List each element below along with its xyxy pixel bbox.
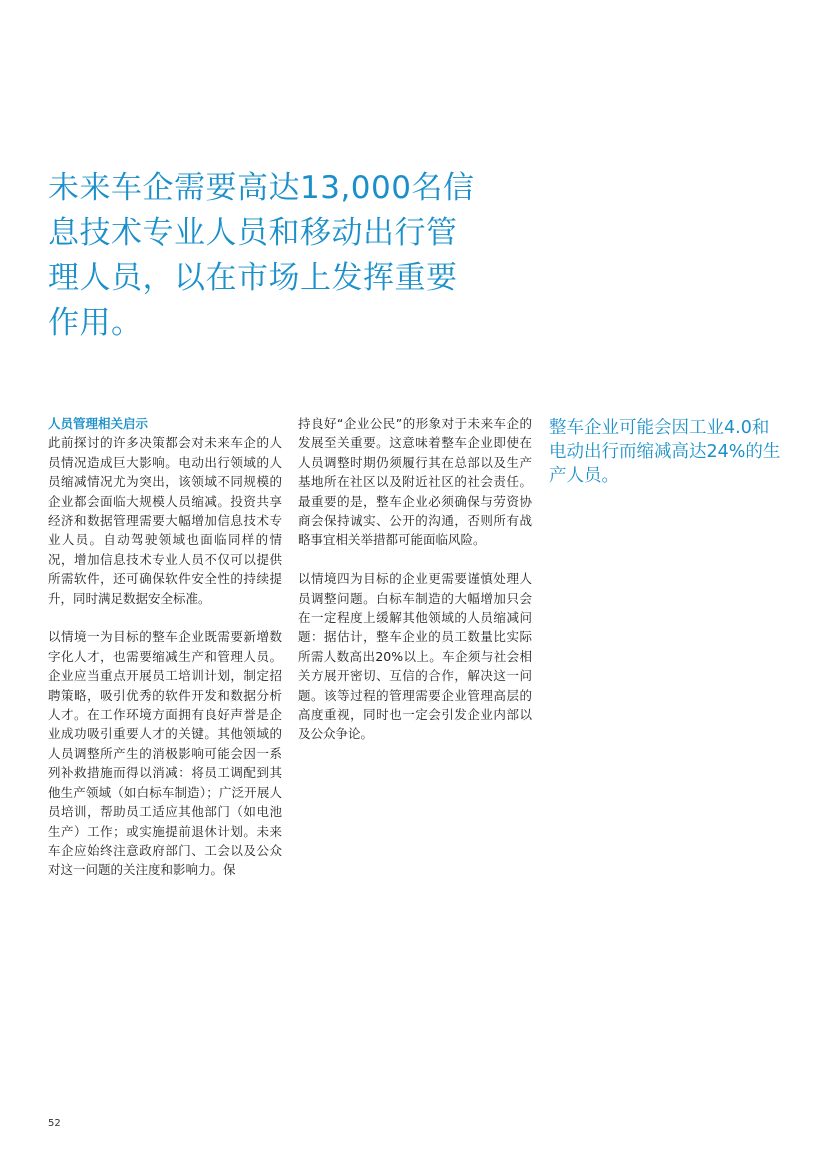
page-number: 52 [48, 1118, 61, 1129]
body-column-1 [48, 414, 282, 899]
body-paragraph: 持良好“企业公民”的形象对于未来车企的发展至关重要。这意味着整车企业即使在人员调整时期仍须履行其在总部以及生产基地所在社区以及附近社区的社会责任。最重要的是，整车企业必须确保与劳资协商会保持诚实、公开的沟通，否则所有战略事宜相关举措都可能面临风险。 [298, 416, 532, 548]
body-paragraph: 以情境四为目标的企业更需要谨慎处理人员调整问题。白标车制造的大幅增加只会在一定程度上缓解其他领域的人员缩减问题：据估计，整车企业的员工数量比实际所需人数高出20%以上。车企须与社会相关方展开密切、互信的合作，解决这一问题。该等过程的管理需要企业管理高层的高度重视，同时也一定会引发企业内部以及公众争论。 [298, 571, 532, 742]
body-paragraph: 此前探讨的许多决策都会对未来车企的人员情况造成巨大影响。电动出行领域的人员缩减情况尤为突出，该领域不同规模的企业都会面临大规模人员缩减。投资共享经济和数据管理需要大幅增加信息技术专业人员。自动驾驶领域也面临同样的情况，增加信息技术专业人员不仅可以提供所需软件，还可确保软件安全性的持续提升，同时满足数据安全标准。 [48, 435, 282, 606]
body-column-2 [298, 414, 532, 763]
pull-quote: 整车企业可能会因工业4.0和电动出行而缩减高达24%的生产人员。 [549, 418, 781, 486]
section-heading: 人员管理相关启示 [48, 416, 149, 431]
body-paragraph: 以情境一为目标的整车企业既需要新增数字化人才，也需要缩减生产和管理人员。企业应当重点开展员工培训计划，制定招聘策略，吸引优秀的软件开发和数据分析人才。在工作环境方面拥有良好声誉是企业成功吸引重要人才的关键。其他领域的人员调整所产生的消极影响可能会因一系列补救措施而得以消减：将员工调配到其他生产领域（如白标车制造）；广泛开展人员培训，帮助员工适应其他部门（如电池生产）工作；或实施提前退休计划。未来车企应始终注意政府部门、工会以及公众对这一问题的关注度和影响力。保 [48, 629, 282, 878]
page-headline: 未来车企需要高达13,000名信息技术专业人员和移动出行管理人员，以在市场上发挥重要作用。 [48, 170, 475, 341]
